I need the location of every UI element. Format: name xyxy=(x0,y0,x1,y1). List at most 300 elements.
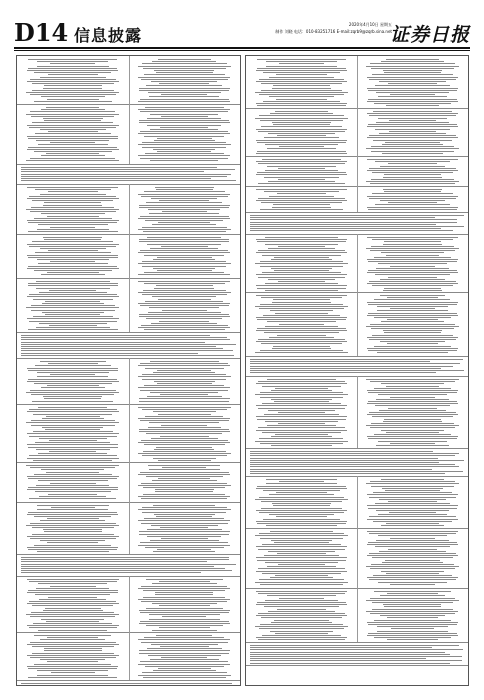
fine-print-line xyxy=(374,103,452,104)
fine-print-line xyxy=(258,613,345,614)
fine-print-line xyxy=(386,386,439,387)
fine-print-line xyxy=(260,304,342,305)
fine-print-line xyxy=(367,494,459,495)
fine-print-line xyxy=(258,183,345,184)
fine-print-line xyxy=(375,129,449,130)
fine-print-line xyxy=(370,250,455,251)
fine-print-line xyxy=(21,559,229,560)
fine-print-line xyxy=(250,224,436,225)
fine-print-line xyxy=(31,420,115,421)
fine-print-line xyxy=(373,521,452,522)
fine-print-line xyxy=(141,498,227,499)
fine-print-line xyxy=(369,198,455,199)
fine-print-line xyxy=(255,499,347,500)
text-block xyxy=(17,358,240,405)
fine-print-line xyxy=(366,425,458,426)
fine-print-line xyxy=(374,346,450,347)
fine-print-line xyxy=(29,498,116,499)
fine-print-line xyxy=(148,312,221,313)
fine-print-line xyxy=(386,432,439,433)
fine-print-line xyxy=(141,642,228,643)
fine-print-line xyxy=(27,592,118,593)
fine-print-line xyxy=(156,447,212,448)
fine-print-line xyxy=(27,458,119,459)
fine-print-line xyxy=(275,111,327,112)
fine-print-line xyxy=(256,189,347,190)
fine-print-line xyxy=(32,122,113,123)
fine-print-line xyxy=(265,421,339,422)
fine-print-line xyxy=(250,471,463,472)
fine-print-line xyxy=(48,191,98,192)
fine-print-line xyxy=(30,111,115,112)
fine-print-line xyxy=(141,601,227,602)
fine-print-line xyxy=(250,645,459,646)
fine-print-line xyxy=(28,379,117,380)
fine-print-line xyxy=(51,672,95,673)
fine-print-line xyxy=(145,368,224,369)
fine-print-line xyxy=(372,609,454,610)
fine-print-line xyxy=(369,516,457,517)
fine-print-line xyxy=(37,259,109,260)
fine-print-line xyxy=(21,561,207,562)
fine-print-line xyxy=(139,534,229,535)
fine-print-line xyxy=(139,398,230,399)
fine-print-line xyxy=(35,365,111,366)
fine-print-line xyxy=(21,178,211,179)
fine-print-line xyxy=(151,198,217,199)
fine-print-line xyxy=(28,138,118,139)
fine-print-line xyxy=(376,445,448,446)
fine-print-line xyxy=(256,591,347,592)
fine-print-line xyxy=(150,160,218,161)
fine-print-line xyxy=(258,277,345,278)
fine-print-line xyxy=(256,571,347,572)
fine-print-line xyxy=(138,303,230,304)
fine-print-line xyxy=(367,101,458,102)
fine-print-line xyxy=(257,105,346,106)
fine-print-line xyxy=(26,114,119,115)
fine-print-line xyxy=(140,621,229,622)
fine-print-line xyxy=(35,594,110,595)
fine-print-line xyxy=(31,305,115,306)
fine-print-line xyxy=(27,644,119,645)
fine-print-line xyxy=(266,479,337,480)
fine-print-line xyxy=(50,63,95,64)
fine-print-line xyxy=(44,398,101,399)
fine-print-line xyxy=(42,427,103,428)
fine-print-line xyxy=(32,83,114,84)
fine-print-line xyxy=(50,586,96,587)
fine-print-line xyxy=(21,572,201,573)
fine-print-line xyxy=(145,666,224,667)
fine-print-line xyxy=(44,531,102,532)
fine-print-line xyxy=(152,583,217,584)
page-header xyxy=(14,20,470,46)
fine-print-line xyxy=(250,473,445,474)
fine-print-line xyxy=(258,549,345,550)
fine-print-line xyxy=(250,458,438,459)
fine-print-line xyxy=(27,579,119,580)
fine-print-line xyxy=(27,268,119,269)
fine-print-line xyxy=(390,443,435,444)
text-block xyxy=(246,234,468,293)
fine-print-line xyxy=(265,326,337,327)
fine-print-line xyxy=(31,612,114,613)
fine-print-line xyxy=(366,483,458,484)
fine-print-line xyxy=(369,497,456,498)
fine-print-line xyxy=(369,168,455,169)
fine-print-line xyxy=(36,281,110,282)
fine-print-line xyxy=(368,542,458,543)
fine-print-line xyxy=(372,335,453,336)
fine-print-line xyxy=(158,222,210,223)
fine-print-line xyxy=(276,516,326,517)
fine-print-line xyxy=(374,317,451,318)
fine-print-line xyxy=(148,655,221,656)
fine-print-line xyxy=(366,248,458,249)
fine-print-line xyxy=(47,518,99,519)
fine-print-line xyxy=(162,310,207,311)
fine-print-line xyxy=(389,512,435,513)
fine-print-line xyxy=(278,423,325,424)
fine-print-line xyxy=(372,239,453,240)
fine-print-line xyxy=(264,332,340,333)
fine-print-line xyxy=(28,231,118,232)
fine-print-line xyxy=(143,451,226,452)
fine-print-line xyxy=(21,355,234,356)
fine-print-line xyxy=(381,321,445,322)
fine-print-line xyxy=(30,79,116,80)
fine-print-line xyxy=(258,163,345,164)
fine-print-line xyxy=(27,514,119,515)
fine-print-line xyxy=(260,120,343,121)
fine-print-line xyxy=(274,401,329,402)
fine-print-line xyxy=(368,633,457,634)
fine-print-line xyxy=(35,442,110,443)
fine-print-line xyxy=(261,297,342,298)
fine-print-line xyxy=(158,414,211,415)
fine-print-line xyxy=(139,207,229,208)
fine-print-line xyxy=(383,189,442,190)
fine-print-line xyxy=(153,670,216,671)
fine-print-line xyxy=(40,520,105,521)
fine-print-line xyxy=(149,614,220,615)
fine-print-line xyxy=(263,490,340,491)
fine-print-line xyxy=(27,220,119,221)
fine-print-line xyxy=(142,142,226,143)
fine-print-line xyxy=(37,670,108,671)
fine-print-line xyxy=(375,503,450,504)
fine-print-line xyxy=(256,615,348,616)
fine-print-line xyxy=(32,534,114,535)
text-block xyxy=(17,632,240,681)
fine-print-line xyxy=(45,314,100,315)
fine-print-line xyxy=(260,584,343,585)
fine-print-line xyxy=(27,476,119,477)
fine-print-line xyxy=(366,326,458,327)
fine-print-line xyxy=(262,432,341,433)
fine-print-line xyxy=(139,429,229,430)
fine-print-line xyxy=(367,77,459,78)
fine-print-line xyxy=(272,207,331,208)
fine-print-line xyxy=(138,218,230,219)
fine-print-line xyxy=(276,99,328,100)
fine-print-line xyxy=(274,620,330,621)
fine-print-line xyxy=(21,339,230,340)
text-block xyxy=(246,56,468,109)
fine-print-line xyxy=(144,136,224,137)
fine-print-line xyxy=(39,496,106,497)
fine-print-line xyxy=(142,455,227,456)
fine-print-line xyxy=(387,343,437,344)
fine-print-line xyxy=(50,483,96,484)
fine-print-line xyxy=(267,166,335,167)
fine-print-line xyxy=(21,169,235,170)
fine-print-line xyxy=(142,379,226,380)
fine-print-line xyxy=(377,306,449,307)
fine-print-line xyxy=(154,449,214,450)
fine-print-line xyxy=(143,677,226,678)
fine-print-line xyxy=(250,215,464,216)
fine-print-line xyxy=(143,597,225,598)
fine-print-line xyxy=(255,92,347,93)
fine-print-line xyxy=(386,573,439,574)
fine-print-line xyxy=(21,557,229,558)
fine-print-line xyxy=(34,151,112,152)
fine-print-line xyxy=(258,381,346,382)
fine-print-line xyxy=(157,370,211,371)
fine-print-line xyxy=(141,586,227,587)
fine-print-line xyxy=(34,664,111,665)
fine-print-line xyxy=(368,209,457,210)
fine-print-line xyxy=(152,61,216,62)
fine-print-line xyxy=(256,252,348,253)
fine-print-line xyxy=(21,171,204,172)
fine-print-line xyxy=(366,148,458,149)
fine-print-line xyxy=(256,510,348,511)
fine-print-line xyxy=(143,590,225,591)
fine-print-line xyxy=(367,348,458,349)
text-block xyxy=(246,448,468,477)
fine-print-line xyxy=(372,285,453,286)
fine-print-line xyxy=(271,390,333,391)
fine-print-line xyxy=(144,444,225,445)
fine-print-line xyxy=(143,290,226,291)
fine-print-line xyxy=(47,272,99,273)
fine-print-line xyxy=(376,268,448,269)
fine-print-line xyxy=(261,202,342,203)
fine-print-line xyxy=(41,469,104,470)
fine-print-line xyxy=(30,467,115,468)
fine-print-line xyxy=(265,170,339,171)
fine-print-line xyxy=(256,153,347,154)
fine-print-line xyxy=(384,419,440,420)
fine-print-line xyxy=(257,68,346,69)
fine-print-line xyxy=(379,551,446,552)
fine-print-line xyxy=(367,237,459,238)
fine-print-line xyxy=(257,328,346,329)
fine-print-line xyxy=(160,127,208,128)
fine-print-line xyxy=(388,202,438,203)
fine-print-line xyxy=(270,310,333,311)
fine-print-line xyxy=(268,551,335,552)
fine-print-line xyxy=(139,90,229,91)
fine-print-line xyxy=(139,122,230,123)
fine-print-line xyxy=(256,341,348,342)
fine-print-line xyxy=(38,453,107,454)
fine-print-line xyxy=(28,68,117,69)
fine-print-line xyxy=(257,602,347,603)
fine-print-line xyxy=(27,547,118,548)
fine-print-line xyxy=(139,205,230,206)
fine-print-line xyxy=(386,255,438,256)
text-block xyxy=(17,56,240,105)
fine-print-line xyxy=(158,668,211,669)
fine-print-line xyxy=(260,392,344,393)
fine-print-line xyxy=(270,531,332,532)
fine-print-line xyxy=(270,113,333,114)
fine-print-line xyxy=(250,647,432,648)
fine-print-line xyxy=(26,392,119,393)
fine-print-line xyxy=(378,441,447,442)
fine-print-line xyxy=(40,361,106,362)
fine-print-line xyxy=(157,138,212,139)
fine-print-line xyxy=(378,394,447,395)
fine-print-line xyxy=(256,557,346,558)
fine-print-line xyxy=(382,488,443,489)
fine-print-line xyxy=(146,85,222,86)
fine-print-line xyxy=(139,531,230,532)
fine-print-line xyxy=(146,579,223,580)
fine-print-line xyxy=(151,81,217,82)
fine-print-line xyxy=(257,288,347,289)
fine-print-line xyxy=(376,92,448,93)
fine-print-line xyxy=(369,533,457,534)
fine-print-line xyxy=(27,368,118,369)
fine-print-line xyxy=(278,168,325,169)
text-block xyxy=(246,108,468,157)
fine-print-line xyxy=(263,72,339,73)
fine-print-line xyxy=(153,149,215,150)
fine-print-line xyxy=(48,74,98,75)
fine-print-line xyxy=(269,337,335,338)
fine-print-line xyxy=(273,124,329,125)
fine-print-line xyxy=(250,663,450,664)
fine-print-line xyxy=(256,330,347,331)
fine-print-line xyxy=(146,202,222,203)
fine-print-line xyxy=(383,244,442,245)
fine-print-line xyxy=(367,622,458,623)
fine-print-line xyxy=(149,213,219,214)
fine-print-line xyxy=(21,344,236,345)
fine-print-line xyxy=(367,555,459,556)
fine-print-line xyxy=(27,411,119,412)
fine-print-line xyxy=(27,489,118,490)
fine-print-line xyxy=(268,133,334,134)
fine-print-line xyxy=(265,144,337,145)
fine-print-line xyxy=(34,383,112,384)
fine-print-line xyxy=(255,535,347,536)
text-block xyxy=(246,292,468,357)
fine-print-line xyxy=(380,341,445,342)
fine-print-line xyxy=(26,465,119,466)
fine-print-line xyxy=(161,538,208,539)
fine-print-line xyxy=(378,96,448,97)
text-block xyxy=(17,576,240,633)
fine-print-line xyxy=(368,270,457,271)
fine-print-line xyxy=(138,545,230,546)
fine-print-line xyxy=(388,163,438,164)
fine-print-line xyxy=(143,487,225,488)
fine-print-line xyxy=(373,575,451,576)
fine-print-line xyxy=(146,608,223,609)
fine-print-line xyxy=(28,257,118,258)
fine-print-line xyxy=(159,605,210,606)
fine-print-line xyxy=(277,609,326,610)
fine-print-line xyxy=(378,535,447,536)
fine-print-line xyxy=(153,372,215,373)
fine-print-line xyxy=(383,70,442,71)
fine-print-line xyxy=(44,239,101,240)
fine-print-line xyxy=(39,292,107,293)
fine-print-line xyxy=(138,418,230,419)
fine-print-line xyxy=(27,125,119,126)
fine-print-line xyxy=(48,250,98,251)
fine-print-line xyxy=(255,394,347,395)
right-column-announcement xyxy=(245,55,469,686)
fine-print-line xyxy=(275,434,329,435)
fine-print-line xyxy=(29,321,117,322)
fine-print-line xyxy=(160,646,209,647)
fine-print-line xyxy=(38,630,107,631)
fine-print-line xyxy=(29,196,116,197)
fine-print-line xyxy=(41,274,105,275)
fine-print-line xyxy=(140,661,228,662)
fine-print-line xyxy=(28,59,117,60)
fine-print-line xyxy=(269,96,333,97)
fine-print-line xyxy=(30,158,115,159)
fine-print-line xyxy=(27,244,119,245)
fine-print-line xyxy=(256,274,348,275)
fine-print-line xyxy=(28,447,118,448)
fine-print-line xyxy=(21,350,233,351)
fine-print-line xyxy=(258,250,345,251)
fine-print-line xyxy=(374,637,451,638)
fine-print-line xyxy=(36,140,109,141)
fine-print-line xyxy=(138,407,231,408)
fine-print-line xyxy=(44,85,102,86)
fine-print-line xyxy=(146,318,222,319)
fine-print-line xyxy=(256,317,347,318)
fine-print-line xyxy=(29,455,117,456)
fine-print-line xyxy=(144,385,224,386)
fine-print-line xyxy=(144,272,224,273)
fine-print-line xyxy=(149,307,219,308)
fine-print-line xyxy=(162,467,206,468)
fine-print-line xyxy=(32,605,113,606)
fine-print-line xyxy=(366,181,458,182)
fine-print-line xyxy=(378,582,447,583)
fine-print-line xyxy=(265,244,339,245)
fine-print-line xyxy=(36,485,109,486)
fine-print-line xyxy=(142,294,227,295)
fine-print-line xyxy=(30,390,116,391)
text-block xyxy=(17,502,240,555)
text-block xyxy=(17,462,240,503)
fine-print-line xyxy=(376,122,450,123)
text-block xyxy=(17,278,240,333)
fine-print-line xyxy=(142,507,227,508)
